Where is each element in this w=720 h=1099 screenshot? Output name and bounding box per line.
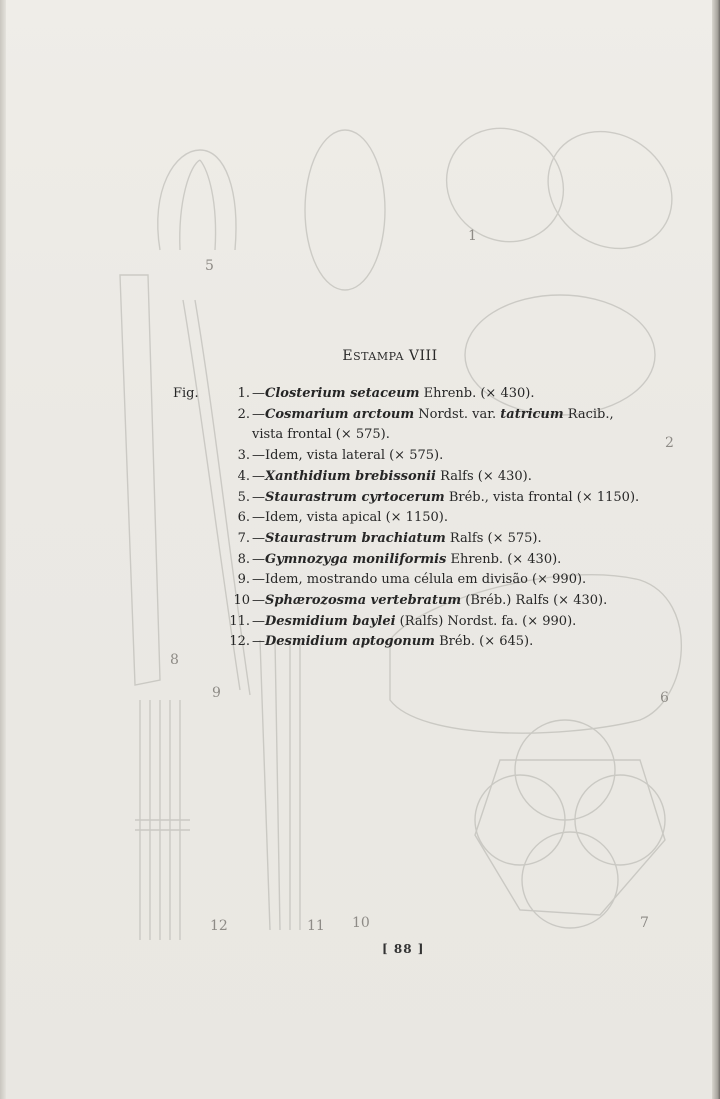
show-through-figure-number: 12 [210,918,228,934]
show-through-figure-number: 5 [205,258,214,274]
caption-text [250,405,614,426]
show-through-figure-number: 11 [307,918,325,934]
caption-text [250,384,534,405]
caption-rest-2: Racib., [563,406,614,422]
show-through-figure-number: 7 [640,915,649,931]
caption-row [173,467,693,488]
caption-text [250,591,607,612]
species-name: Xanthidium brebissonii [265,468,436,484]
caption-text [250,529,542,550]
caption-text [250,488,639,509]
caption-dash: — [252,510,265,526]
caption-row [173,591,693,612]
fig-number: 5. [237,489,250,505]
caption-rest: Ehrenb. (× 430). [419,386,535,401]
show-through-figure-number: 2 [665,435,674,451]
plate-title-numeral: VIII [408,348,438,364]
species-name: Cosmarium arctoum [265,406,415,422]
species-name: Gymnozyga moniliformis [265,551,447,567]
caption-dash: — [252,489,265,505]
caption-text [250,550,561,571]
caption-row [173,384,693,405]
caption-continuation: vista frontal (× 575). [252,427,390,443]
caption-text [250,570,586,591]
fig-number: 1. [237,386,250,401]
caption-dash: — [252,406,265,422]
caption-dash: — [252,386,265,401]
caption-row [173,570,693,591]
fig-number: 6. [237,510,250,526]
caption-rest: (Ralfs) Nordst. fa. (× 990). [395,613,577,629]
caption-text [250,467,532,488]
species-name: Desmidium aptogonum [265,634,435,650]
caption-dash: — [252,572,265,588]
fig-number: 8. [237,551,250,567]
caption-row [173,508,693,529]
plate-title [0,348,720,364]
show-through-figure-number: 9 [212,685,221,701]
caption-text [250,508,448,529]
caption-rest: Idem, vista lateral (× 575). [265,448,444,464]
fig-number: 2. [237,406,250,422]
caption-rest: (Bréb.) Ralfs (× 430). [461,593,608,609]
fig-number: 3. [237,448,250,464]
fig-number: 10 [233,593,250,609]
fig-number: 9. [237,572,250,588]
show-through-figure-number: 6 [660,690,669,706]
caption-rest: Ralfs (× 430). [436,468,532,484]
caption-dash: — [252,448,265,464]
caption-row [173,529,693,550]
page-right-edge [712,0,720,1099]
plate-title-initial: E [342,348,354,364]
caption-row [173,550,693,571]
fig-number: 7. [237,530,250,546]
species-name: Closterium setaceum [265,386,420,401]
species-name: Staurastrum cyrtocerum [265,489,445,505]
show-through-figure-number: 8 [170,652,179,668]
fig-number: 12. [229,634,250,650]
caption-dash: — [252,530,265,546]
caption-row [173,612,693,633]
fig-label: Fig. [173,386,199,401]
caption-rest: Bréb., vista frontal (× 1150). [444,489,640,505]
caption-rest: Nordst. var. [414,406,501,422]
page-number: [ 88 ] [382,942,425,956]
variety-name: tatricum [500,406,564,422]
caption-dash: — [252,634,265,650]
fig-number: 11. [229,613,250,629]
caption-row [173,405,693,426]
caption-rest: Idem, mostrando uma célula em divisão (× 990). [265,572,587,588]
caption-dash: — [252,593,265,609]
caption-row [173,632,693,653]
show-through-figure-number: 10 [352,915,370,931]
caption-row [173,446,693,467]
fig-number: 4. [237,468,250,484]
caption-text [250,446,443,467]
show-through-figure-number: 1 [468,228,477,244]
caption-rest: Ehrenb. (× 430). [446,551,562,567]
species-name: Desmidium baylei [265,613,396,629]
figure-caption-list [173,384,693,653]
caption-text [250,612,576,633]
species-name: Sphærozosma vertebratum [265,593,462,609]
caption-rest: Idem, vista apical (× 1150). [265,510,448,526]
caption-dash: — [252,613,265,629]
caption-dash: — [252,551,265,567]
species-name: Staurastrum brachiatum [265,530,446,546]
plate-title-word: STAMPA [353,350,404,363]
caption-rest: Bréb. (× 645). [434,634,534,650]
caption-rest: Ralfs (× 575). [445,530,542,546]
caption-text [250,632,533,653]
caption-dash: — [252,468,265,484]
caption-row [173,488,693,509]
